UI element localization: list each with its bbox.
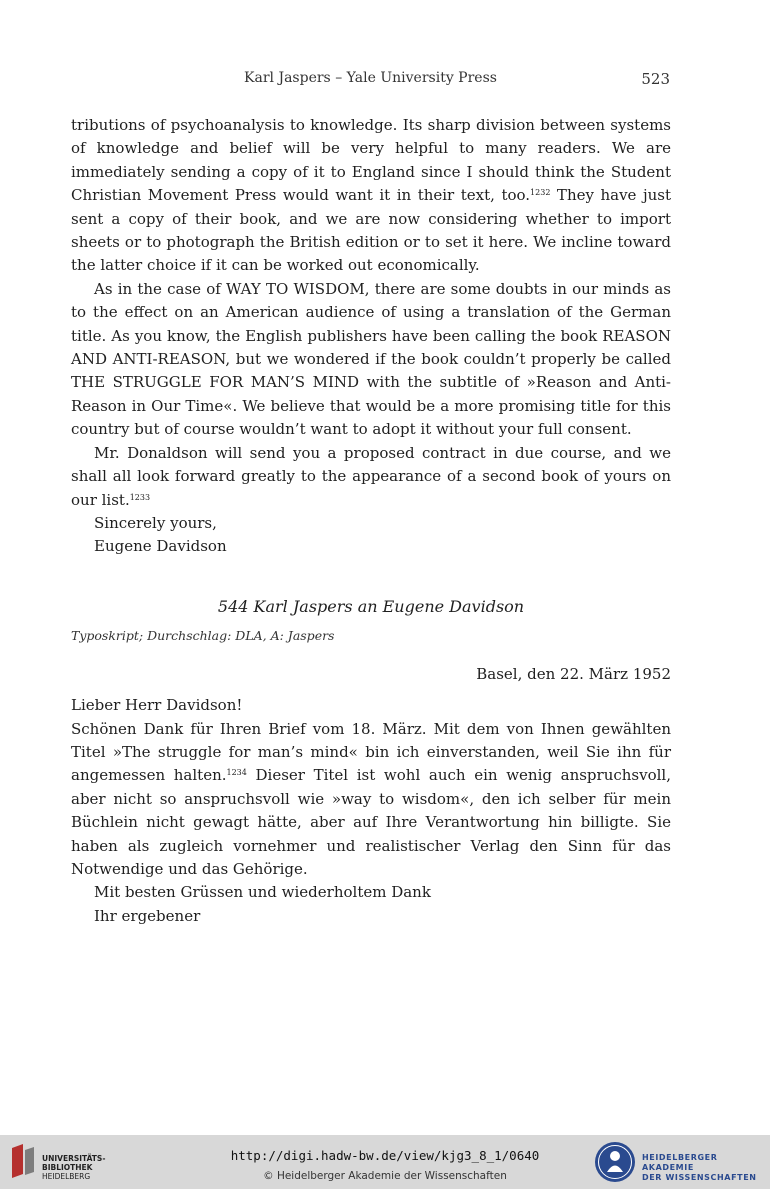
text-segment: They have just sent a copy of their book, and we are now considering whether to import sheets or to photograph the British edition or to set it here. We incline toward the latter choice if it can be worked out economically. bbox=[71, 186, 672, 275]
academy-wordmark bbox=[642, 1153, 764, 1183]
letter-543-paragraph-1 bbox=[71, 114, 671, 278]
footnote-ref-1232[interactable]: 1232 bbox=[530, 188, 551, 198]
letter-543-paragraph-2: As in the case of WAY TO WISDOM, there are some doubts in our minds as to the effect on an American audience of using a translation of the German title. As you know, the English publishers have been calling the book REASON AND ANTI-REASON, but we wondered if the book couldn’t properly be called THE STRUGGLE FOR MAN’S MIND with the subtitle of »Reason and Anti-Reason in Our Time«. We believe that would be a more promising title for this country but of course wouldn’t want to adopt it without your full consent. bbox=[71, 279, 671, 439]
text-segment: tributions of psychoanalysis to knowledge. Its sharp division between systems of knowledge and belief will be very helpful to many readers. We are immediately sending a copy of it to England since I should think the Student Christian Movement Press would want it in their text, too. bbox=[71, 116, 671, 205]
wordmark-line: HEIDELBERG bbox=[42, 1172, 91, 1181]
page-body bbox=[71, 114, 671, 928]
academy-logo[interactable] bbox=[594, 1140, 764, 1184]
running-title: Karl Jaspers – Yale University Press bbox=[244, 70, 497, 86]
copyright-notice: © Heidelberger Akademie der Wissenschaften bbox=[263, 1170, 507, 1182]
text-segment: Dieser Titel ist wohl auch ein wenig anspruchsvoll, aber nicht so anspruchsvoll wie »way to wisdom«, den ich selber für mein Büchlein nicht gewagt hätte, aber auf Ihre Verantwortung hin billigte. Sie haben als zugleich vornehmer und realistischer Verlag den Sinn für das Notwendige und das Gehörige. bbox=[71, 766, 671, 878]
permalink-url[interactable]: http://digi.hadw-bw.de/view/kjg3_8_1/0640 bbox=[230, 1148, 540, 1163]
letter-543-paragraph-3 bbox=[71, 442, 671, 512]
wordmark-line: HEIDELBERGER AKADEMIE bbox=[642, 1153, 718, 1172]
text-segment: Mr. Donaldson will send you a proposed contract in due course, and we shall all look forward greatly to the appearance of a second book of yours on our list. bbox=[71, 443, 671, 509]
footer-bar bbox=[0, 1135, 770, 1189]
letter-544-signature: Ihr ergebener bbox=[94, 906, 201, 925]
letter-543-signature: Eugene Davidson bbox=[94, 537, 227, 556]
footnote-ref-1234[interactable]: 1234 bbox=[226, 768, 247, 778]
letter-544-closing: Mit besten Grüssen und wiederholtem Dank bbox=[94, 883, 431, 902]
running-header bbox=[71, 70, 670, 92]
dateline: Basel, den 22. März 1952 bbox=[476, 664, 671, 683]
letter-544-body bbox=[71, 718, 671, 882]
letter-543-closing: Sincerely yours, bbox=[94, 513, 217, 532]
wordmark-line: BIBLIOTHEK bbox=[42, 1163, 93, 1172]
wordmark-line: DER WISSENSCHAFTEN bbox=[642, 1173, 757, 1182]
footnote-ref-1233[interactable]: 1233 bbox=[129, 492, 151, 502]
salutation: Lieber Herr Davidson! bbox=[71, 696, 243, 715]
page-number: 523 bbox=[641, 70, 670, 88]
wordmark-line: UNIVERSITÄTS- bbox=[42, 1154, 106, 1163]
letter-544-heading: 544 Karl Jaspers an Eugene Davidson bbox=[217, 596, 525, 616]
source-note: Typoskript; Durchschlag: DLA, A: Jaspers bbox=[71, 627, 335, 643]
text-segment: Schönen Dank für Ihren Brief vom 18. März. Mit dem von Ihnen gewählten Titel »The struggle for man’s mind« bin ich einverstanden, weil Sie ihn für angemessen halten. bbox=[71, 719, 671, 785]
academy-seal-icon bbox=[594, 1141, 636, 1183]
